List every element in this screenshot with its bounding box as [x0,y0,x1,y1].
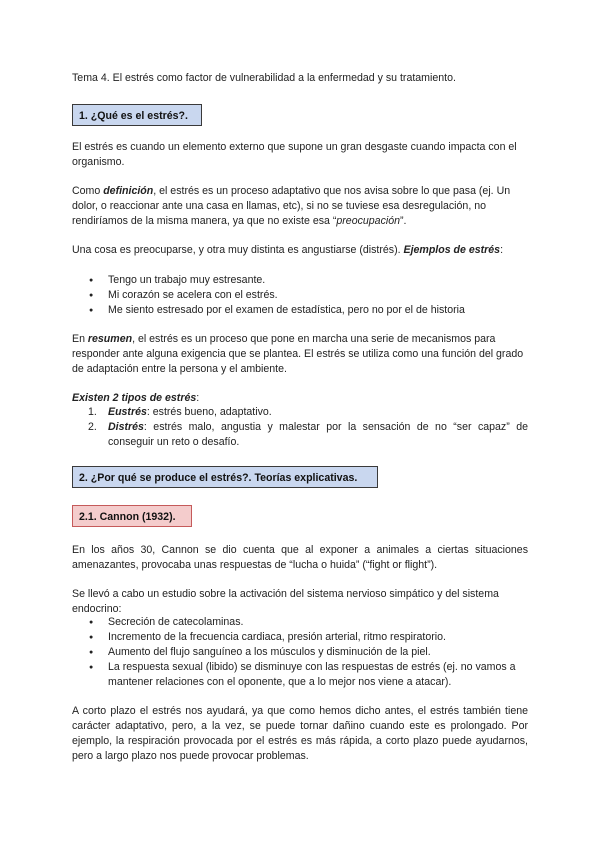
subsection-cannon-heading: 2.1. Cannon (1932). [72,505,192,527]
summary-paragraph [72,332,528,377]
list-item: ● Tengo un trabajo muy estresante. [72,273,528,288]
stress-types-list [72,405,528,450]
conclusion-paragraph: A corto plazo el estrés nos ayudará, ya que como hemos dicho antes, el estrés también tiene carácter adaptativo, pero, a la vez, se puede tornar dañino cuando este es prolongado. Por ejemplo, la respiración provocada por el estrés es más rápida, a corto plazo puede ayudarnos, pero a largo plazo nos puede provocar problemas. [72,705,528,762]
definition-text-a: Como [72,185,104,197]
cannon-paragraph: En los años 30, Cannon se dio cuenta que al exponer a animales a ciertas situaciones amenazantes, provocaba unas respuestas de “lucha o huida” (“fight or flight”). [72,544,528,571]
summary-text-a: En [72,333,88,345]
list-number: 2. [88,421,97,433]
eustress-text: : estrés bueno, adaptativo. [146,406,272,418]
section-1-heading: 1. ¿Qué es el estrés?. [72,104,202,126]
types-intro-colon: : [196,392,200,404]
distress-text-c: : [500,244,504,256]
definition-term: definición [103,185,154,197]
summary-term: resumen [87,333,133,345]
distress-term: Distrés [108,421,144,433]
list-item: ● Secreción de catecolaminas. [72,615,528,630]
types-intro [72,391,528,406]
list-item: ● Aumento del flujo sanguíneo a los músculos y disminución de la piel. [72,645,528,660]
list-item [72,405,528,420]
summary-text-c: , el estrés es un proceso que pone en marcha una serie de mecanismos para responder ante alguna exigencia que se plantea. El estrés se utiliza como una función del grado de adaptación entre la persona y el ambiente. [72,333,524,375]
list-item: ● La respuesta sexual (libido) se disminuye con las respuestas de estrés (ej. no vamos a mantener relaciones con el oponente, que a lo mejor nos viene a atacar). [72,660,528,690]
list-item: ● Incremento de la frecuencia cardiaca, presión arterial, ritmo respiratorio. [72,630,528,645]
list-item: ● Mi corazón se acelera con el estrés. [72,288,528,303]
document-title: Tema 4. El estrés como factor de vulnerabilidad a la enfermedad y su tratamiento. [72,72,456,84]
eustress-term: Eustrés [108,406,147,418]
definition-text-c: , el estrés es un proceso adaptativo que nos avisa sobre lo que pasa (ej. Un dolor, o reaccionar ante una casa en llamas, etc), si no se tuviese esa desregulación, no rendiríamos de la misma manera, ya que no existe esa “ [72,185,511,227]
preoccupation-term: preocupación [336,215,400,227]
types-intro-term: Existen 2 tipos de estrés [72,392,197,404]
distress-text: : estrés malo, angustia y malestar por la sensación de no “ser capaz” de conseguir un reto o desafío. [108,421,528,448]
stress-definition-paragraph: El estrés es cuando un elemento externo que supone un gran desgaste cuando impacta con el organismo. [72,141,517,168]
examples-list [72,273,528,318]
study-paragraph: Se llevó a cabo un estudio sobre la activación del sistema nervioso simpático y del sistema endocrino: [72,588,499,615]
list-number: 1. [88,406,97,418]
examples-term: Ejemplos de estrés [403,244,501,256]
list-item: ● Me siento estresado por el examen de estadística, pero no por el de historia [72,303,528,318]
effects-list [72,615,528,690]
definition-text-e: ”. [400,215,407,227]
list-item [72,420,528,450]
definition-paragraph [72,184,528,229]
distress-text-a: Una cosa es preocuparse, y otra muy distinta es angustiarse (distrés). [72,244,404,256]
section-2-heading: 2. ¿Por qué se produce el estrés?. Teorías explicativas. [72,466,378,488]
distress-paragraph [72,243,528,258]
